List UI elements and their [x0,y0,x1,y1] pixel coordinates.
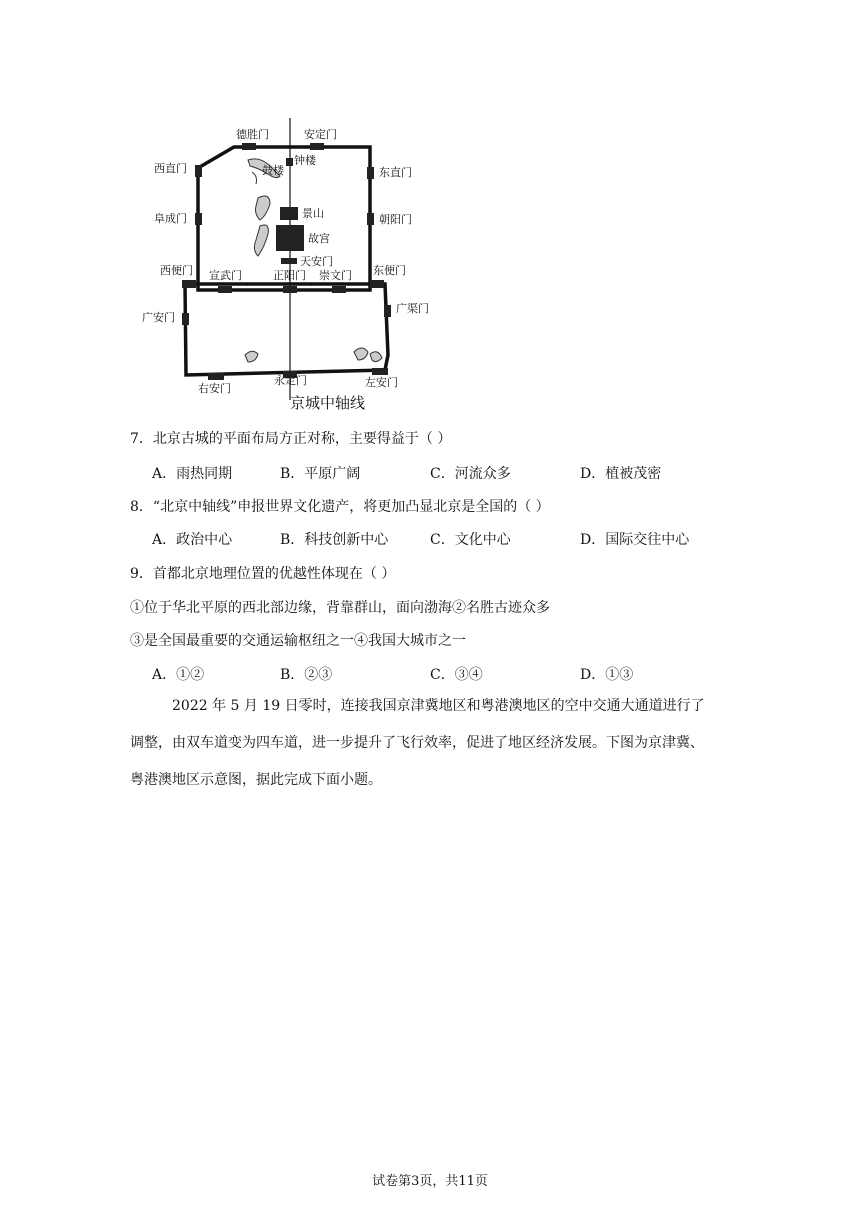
lake-beihai [256,196,271,220]
q9-option-d[interactable]: D．①③ [580,667,634,683]
q8-option-d[interactable]: D．国际交往中心 [580,532,690,548]
q8-option-b[interactable]: B．科技创新中心 [280,532,389,548]
gate-xibianmen [182,280,196,288]
label-andingmen: 安定门 [304,128,337,141]
passage [130,688,730,799]
label-yongdingmen: 永定门 [274,374,307,387]
map-drawing [130,110,450,410]
label-fuchengmen: 阜成门 [154,212,187,225]
label-zhonglou: 钟楼 [294,154,316,167]
passage-line-3: 粤港澳地区示意图，据此完成下面小题。 [130,772,382,788]
label-guanganmen: 广安门 [142,311,175,324]
tiananmen-mark [281,258,297,264]
gate-xuanwumen [218,286,232,293]
gate-chongwenmen [332,286,346,293]
lake-channel [252,172,257,184]
gate-guanganmen [182,313,189,325]
question-7-stem: 7．北京古城的平面布局方正对称，主要得益于（ ） [130,431,452,447]
gate-zuoanmen [372,368,388,375]
gate-youanmen [208,373,224,380]
gate-chaoyangmen [367,213,374,225]
label-deshengmen: 德胜门 [236,128,269,141]
lake-zhongnanhai [254,225,268,256]
q9-option-c[interactable]: C．③④ [430,667,483,683]
label-chongwenmen: 崇文门 [319,269,352,282]
jingshan-mark [280,207,298,220]
label-zhengyangmen: 正阳门 [273,269,306,282]
page-footer: 试卷第3页，共11页 [372,1174,488,1189]
passage-line-1 [130,688,730,725]
label-gugong: 故宫 [308,232,330,245]
q7-option-a[interactable]: A．雨热同期 [152,466,233,482]
label-guangqumen: 广渠门 [396,302,429,315]
q7-option-d[interactable]: D．植被茂密 [580,466,662,482]
gate-xizhimen [195,165,202,177]
gate-dongbianmen [370,280,384,288]
gate-dongzhimen [367,167,374,179]
gate-zhengyangmen [283,286,297,293]
outer-pond-3 [370,352,382,362]
gate-guangqumen [384,305,391,317]
label-zuoanmen: 左安门 [365,376,398,389]
label-tiananmen: 天安门 [300,255,333,268]
gugong-mark [276,225,304,251]
question-8-stem: 8．“北京中轴线”申报世界文化遗产，将更加凸显北京是全国的（ ） [130,499,550,515]
q9-option-a[interactable]: A．①② [152,667,205,683]
label-xibianmen: 西便门 [160,264,193,277]
q8-option-a[interactable]: A．政治中心 [152,532,233,548]
label-central-axis: 京城中轴线 [290,394,366,412]
q7-option-c[interactable]: C．河流众多 [430,466,511,482]
question-9-stem: 9．首都北京地理位置的优越性体现在（ ） [130,566,396,582]
question-9-statement-line-2: ③是全国最重要的交通运输枢纽之一④我国大城市之一 [130,633,466,649]
q7-option-b[interactable]: B．平原广阔 [280,466,361,482]
label-youanmen: 右安门 [198,382,231,395]
gate-fuchengmen [195,213,202,225]
q8-option-c[interactable]: C．文化中心 [430,532,511,548]
label-dongzhimen: 东直门 [379,166,412,179]
passage-line-1-text: 2022 年 5 月 19 日零时，连接我国京津冀地区和粤港澳地区的空中交通大通道进行了 [172,698,705,714]
gate-andingmen [310,143,324,150]
zhonglou-mark [286,158,293,166]
outer-pond-2 [354,348,368,360]
beijing-old-city-map [130,110,450,410]
label-jingshan: 景山 [302,207,324,220]
label-chaoyangmen: 朝阳门 [379,213,412,226]
outer-city-wall [185,284,388,375]
gate-deshengmen [242,143,256,150]
label-gulou: 鼓楼 [262,164,284,177]
label-xuanwumen: 宣武门 [209,269,242,282]
outer-pond-1 [245,351,258,362]
q9-option-b[interactable]: B．②③ [280,667,333,683]
question-9-statement-line-1: ①位于华北平原的西北部边缘，背靠群山，面向渤海②名胜古迹众多 [130,600,550,616]
label-xizhimen: 西直门 [154,162,187,175]
passage-line-2: 调整，由双车道变为四车道，进一步提升了飞行效率，促进了地区经济发展。下图为京津冀、 [130,735,704,751]
label-dongbianmen: 东便门 [373,264,406,277]
